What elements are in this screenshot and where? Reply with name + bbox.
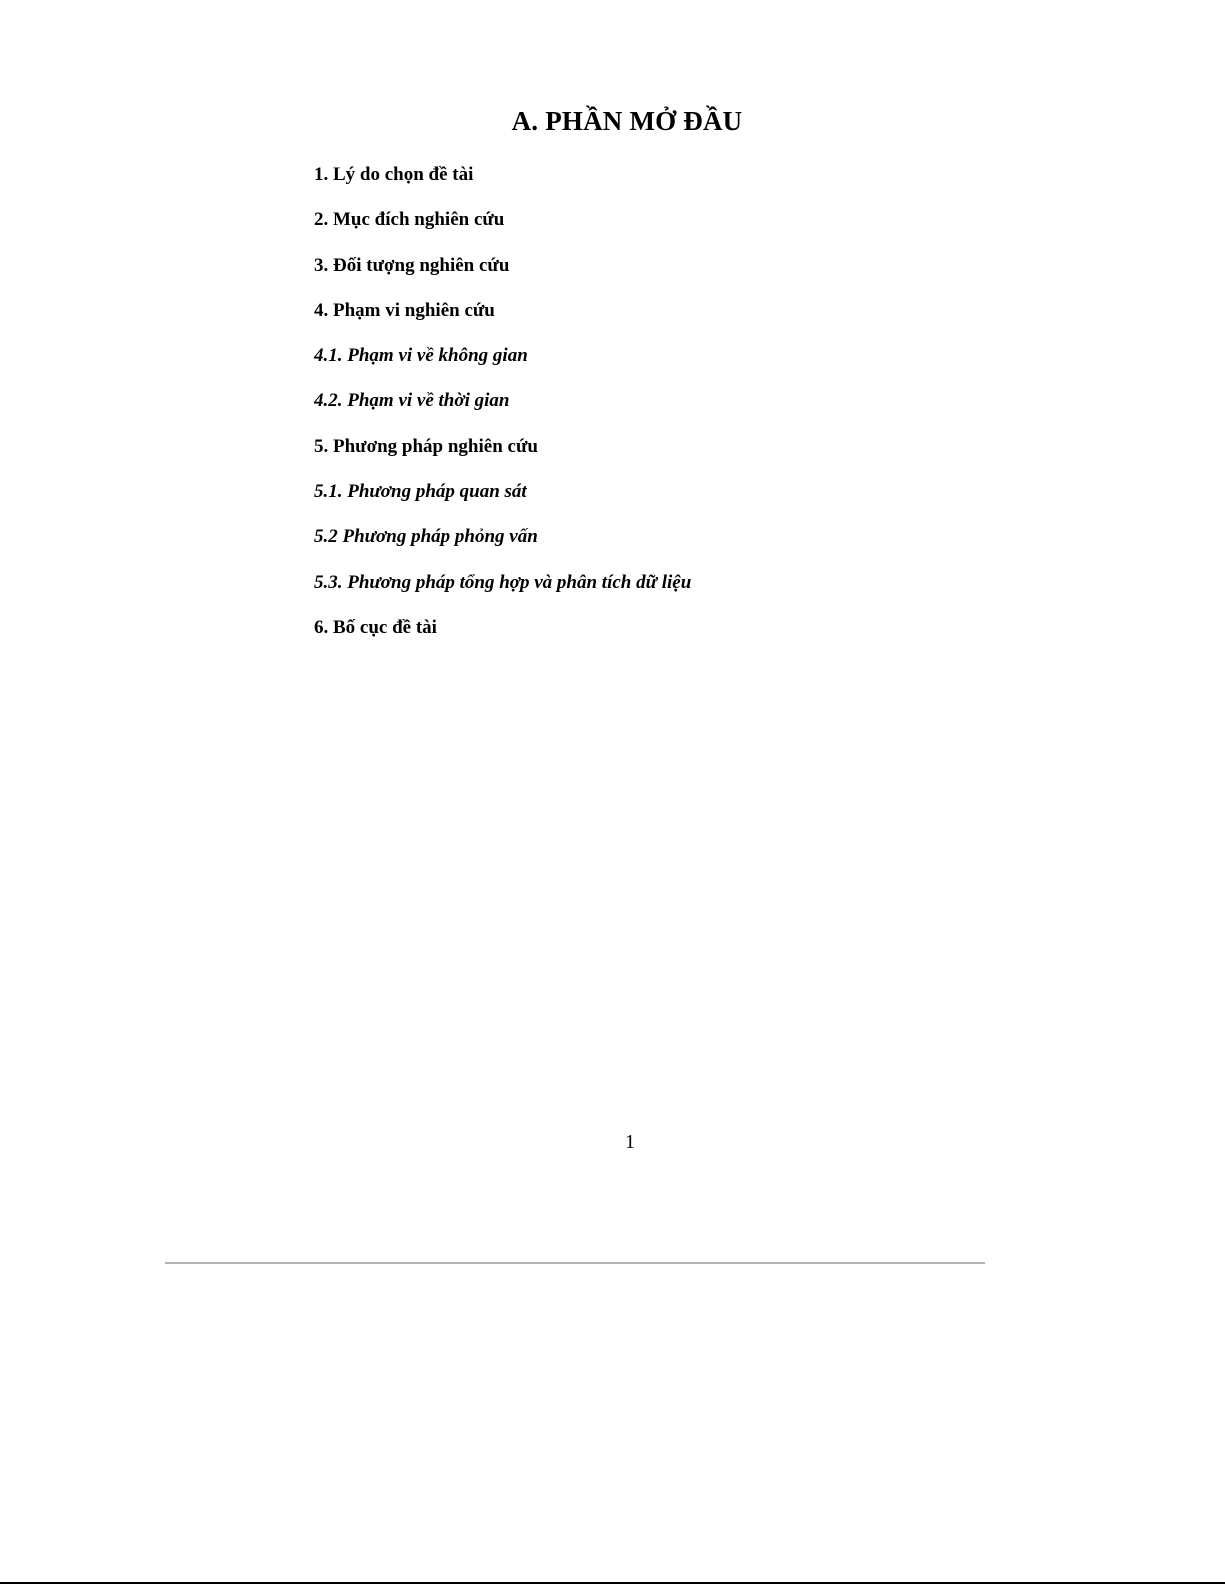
subsection-heading: 4.2. Phạm vi về thời gian <box>314 390 510 412</box>
section-heading: 3. Đối tượng nghiên cứu <box>314 254 510 276</box>
section-list <box>314 161 691 659</box>
section-heading: 5. Phương pháp nghiên cứu <box>314 435 538 457</box>
page-divider <box>165 1262 985 1264</box>
section-heading: 6. Bố cục đề tài <box>314 616 437 638</box>
page-number: 1 <box>625 1131 635 1153</box>
subsection-heading: 4.1. Phạm vi về không gian <box>314 345 528 367</box>
subsection-heading: 5.1. Phương pháp quan sát <box>314 481 527 503</box>
section-heading: 1. Lý do chọn đề tài <box>314 164 474 185</box>
section-heading: 2. Mục đích nghiên cứu <box>314 209 505 231</box>
bottom-border <box>0 1582 1225 1584</box>
subsection-heading: 5.2 Phương pháp phỏng vấn <box>314 526 538 548</box>
page-title: A. PHẦN MỞ ĐẦU <box>511 106 743 136</box>
subsection-heading: 5.3. Phương pháp tổng hợp và phân tích dữ liệu <box>314 571 692 593</box>
section-heading: 4. Phạm vi nghiên cứu <box>314 299 495 321</box>
